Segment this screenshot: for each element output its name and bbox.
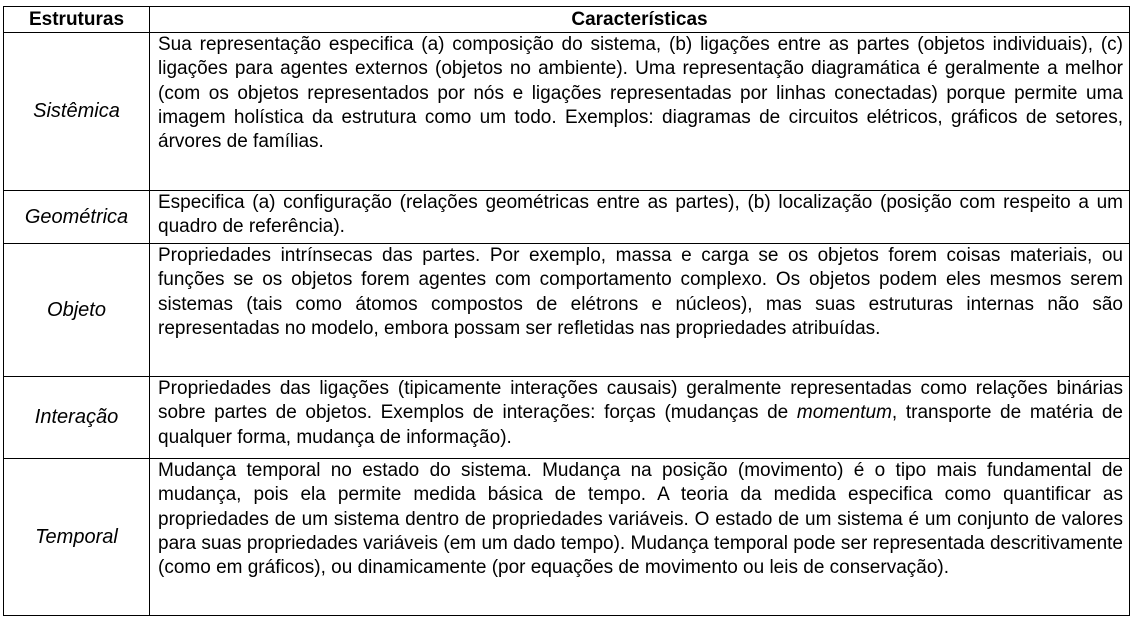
description-text: Mudança temporal no estado do sistema. Mudança na posição (movimento) é o tipo mais fundamental de mudança, pois ela permite medida básica de tempo. A teoria da medida especifica como quantificar as propriedades de um sistema dentro de propriedades variáveis. O estado de um sistema é um conjunto de valores para suas propriedades variáveis (em um dado tempo). Mudança temporal pode ser representada descritivamente (como em gráficos), ou dinamicamente (por equações de movimento ou leis de conservação). <box>158 460 1123 579</box>
table-row <box>4 191 1130 244</box>
structures-table <box>3 6 1130 616</box>
header-estruturas: Estruturas <box>4 7 150 33</box>
description-text-part: , transporte de matéria de qualquer forma, mudança de informação). <box>158 402 1123 448</box>
description-text: Sua representação especifica (a) composição do sistema, (b) ligações entre as partes (objetos individuais), (c) ligações para agentes externos (objetos no ambiente). Uma representação diagramática é geralmente a melhor (com os objetos representados por nós e ligações representadas por linhas conectadas) porque permite uma imagem holística da estrutura como um todo. Exemplos: diagramas de circuitos elétricos, gráficos de setores, árvores de famílias. <box>158 34 1123 153</box>
description-italic-term: momentum <box>796 402 892 424</box>
structure-description-objeto <box>150 244 1130 377</box>
table-row <box>4 377 1130 459</box>
description-text <box>158 377 1123 450</box>
description-text: Especifica (a) configuração (relações geométricas entre as partes), (b) localização (posição com respeito a um quadro de referência). <box>158 192 1123 238</box>
structure-description-geometrica <box>150 191 1130 244</box>
structure-name-sistemica: Sistêmica <box>4 33 150 191</box>
table-row <box>4 244 1130 377</box>
structure-name-temporal: Temporal <box>4 459 150 616</box>
structure-name-interacao: Interação <box>4 377 150 459</box>
structure-description-interacao <box>150 377 1130 459</box>
structure-description-temporal <box>150 459 1130 616</box>
description-text-part: Propriedades das ligações (tipicamente interações causais) geralmente representadas como relações binárias sobre partes de objetos. Exemplos de interações: forças (mudanças de <box>158 378 1123 424</box>
header-caracteristicas: Características <box>150 7 1130 33</box>
table-header-row <box>4 7 1130 33</box>
structure-name-objeto: Objeto <box>4 244 150 377</box>
structure-name-geometrica: Geométrica <box>4 191 150 244</box>
description-text: Propriedades intrínsecas das partes. Por exemplo, massa e carga se os objetos forem coisas materiais, ou funções se os objetos forem agentes com comportamento complexo. Os objetos podem eles mesmos serem sistemas (tais como átomos compostos de elétrons e núcleos), mas suas estruturas internas não são representadas no modelo, embora possam ser refletidas nas propriedades atribuídas. <box>158 245 1123 339</box>
table-row <box>4 33 1130 191</box>
table-row <box>4 459 1130 616</box>
structure-description-sistemica <box>150 33 1130 191</box>
